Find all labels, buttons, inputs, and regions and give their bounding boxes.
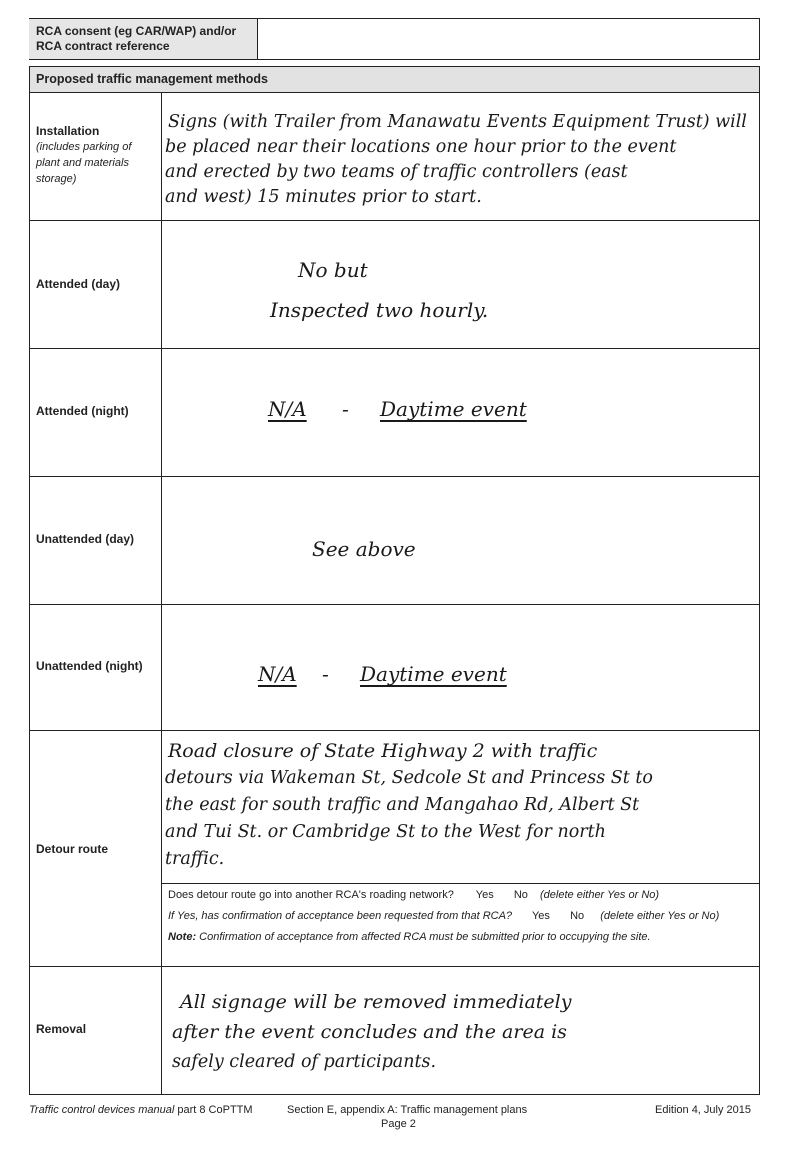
footer-center: Section E, appendix A: Traffic management plans (287, 1104, 528, 1116)
unattended-day-text: See above (312, 537, 416, 561)
unattended-night-label: Unattended (night) (36, 659, 143, 673)
detour-question-2-text: If Yes, has confirmation of acceptance been requested from that RCA? (168, 910, 513, 922)
detour-note-label: Note: (168, 931, 197, 943)
detour-note (168, 931, 651, 943)
row-divider (29, 348, 760, 349)
attended-night-text-3: Daytime event (380, 397, 527, 421)
unattended-night-text-1: N/A (258, 662, 297, 686)
rca-label-line2: RCA contract reference (36, 39, 170, 53)
row-divider (29, 476, 760, 477)
row-divider (29, 604, 760, 605)
attended-night-text-1: N/A (268, 397, 307, 421)
footer-edition: Edition 4, July 2015 (655, 1104, 752, 1116)
detour-text-1: Road closure of State Highway 2 with traffic (168, 740, 598, 762)
rca-header-divider (257, 18, 258, 60)
removal-text-3: safely cleared of participants. (172, 1052, 437, 1072)
rca-label-line1: RCA consent (eg CAR/WAP) and/or (36, 24, 237, 38)
footer-left (29, 1104, 253, 1116)
detour-text-2: detours via Wakeman St, Sedcole St and Princess St to (165, 768, 653, 788)
attended-night-text-2: - (342, 397, 349, 421)
detour-text-3: the east for south traffic and Mangahao Rd, Albert St (165, 795, 640, 815)
attended-day-text-1: No but (298, 258, 368, 282)
detour-question-2-hint: (delete either Yes or No) (600, 910, 720, 922)
removal-text-1: All signage will be removed immediately (180, 991, 572, 1013)
installation-label: Installation (36, 124, 100, 138)
detour-text-4: and Tui St. or Cambridge St to the West for north (165, 822, 606, 842)
footer-page: Page 2 (381, 1118, 416, 1130)
detour-question-1-text: Does detour route go into another RCA's roading network? (168, 889, 454, 901)
attended-day-label: Attended (day) (36, 277, 120, 291)
installation-note-1: (includes parking of (36, 141, 132, 153)
detour-text-5: traffic. (165, 849, 225, 869)
installation-note-2: plant and materials (36, 157, 129, 169)
unattended-night-text-3: Daytime event (360, 662, 507, 686)
installation-note-3: storage) (36, 173, 77, 185)
removal-text-2: after the event concludes and the area is (172, 1021, 567, 1043)
unattended-day-label: Unattended (day) (36, 532, 135, 546)
detour-question-1-no: No (513, 889, 528, 901)
detour-question-1-yes: Yes (475, 889, 494, 901)
attended-night-label: Attended (night) (36, 404, 129, 418)
row-divider (29, 966, 760, 967)
footer-manual-title: Traffic control devices manual (29, 1104, 175, 1116)
attended-day-text-2: Inspected two hourly. (270, 298, 489, 322)
row-divider (29, 220, 760, 221)
unattended-night-text-2: - (322, 662, 329, 686)
installation-text-3: and erected by two teams of traffic controllers (east (165, 162, 628, 182)
detour-question-2-yes: Yes (531, 910, 550, 922)
removal-label: Removal (36, 1022, 87, 1036)
detour-note-text: Confirmation of acceptance from affected RCA must be submitted prior to occupying the site. (199, 931, 651, 943)
section-title-divider (29, 92, 760, 93)
detour-inner-divider (161, 883, 760, 884)
row-divider (29, 730, 760, 731)
detour-question-2 (168, 910, 719, 922)
installation-text-4: and west) 15 minutes prior to start. (165, 187, 482, 207)
section-title: Proposed traffic management methods (36, 72, 268, 86)
footer-manual-part: part 8 CoPTTM (177, 1104, 253, 1116)
installation-text-1: Signs (with Trailer from Manawatu Events Equipment Trust) will (168, 112, 747, 132)
label-column-divider (161, 92, 162, 1095)
detour-question-2-no: No (570, 910, 585, 922)
detour-question-1-hint: (delete either Yes or No) (540, 889, 660, 901)
installation-text-2: be placed near their locations one hour prior to the event (165, 137, 677, 157)
detour-question-1 (168, 889, 659, 901)
detour-label: Detour route (36, 842, 108, 856)
